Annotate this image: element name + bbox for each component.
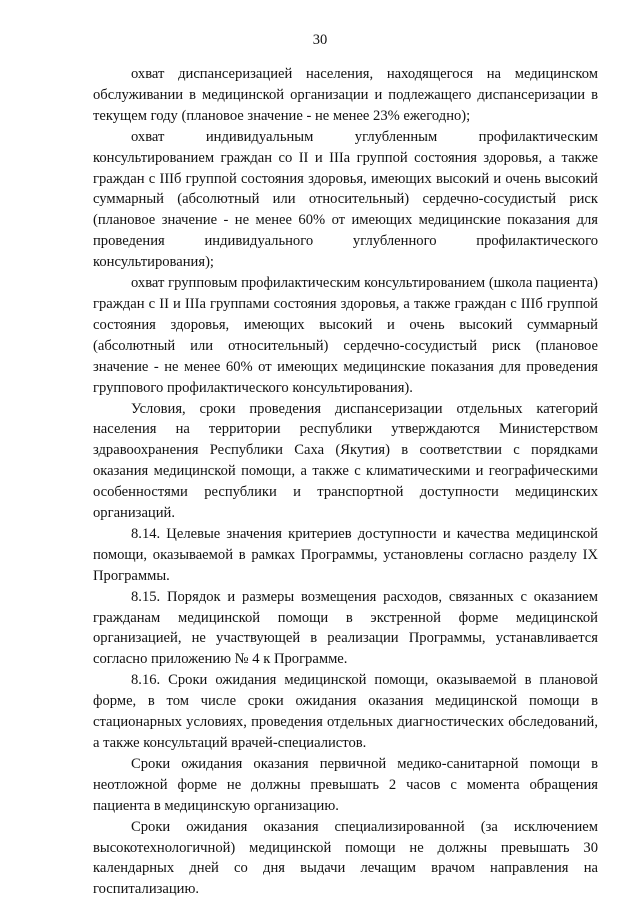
paragraph-primary-care-wait: Сроки ожидания оказания первичной медико-санитарной помощи в неотложной форме не должны превышать 2 часов с момента обращения пациента в медицинскую организацию.	[93, 755, 598, 814]
paragraph-dispensary-coverage: охват диспансеризацией населения, находящегося на медицинском обслуживании в медицинской организации и подлежащего диспансеризации в текущем году (плановое значение - не менее 23% ежегодно);	[93, 66, 598, 124]
paragraph-8-14: 8.14. Целевые значения критериев доступности и качества медицинской помощи, оказываемой в рамках Программы, установлены согласно разделу IX Программы.	[93, 525, 598, 584]
paragraph-8-16: 8.16. Сроки ожидания медицинской помощи, оказываемой в плановой форме, в том числе сроки ожидания оказания медицинской помощи в стационарных условиях, проведения отдельных диагностических обследований, а также консультаций врачей-специалистов.	[93, 672, 598, 751]
paragraph-individual-counseling: охват индивидуальным углубленным профилактическим консультированием граждан со II и IIIа группой состояния здоровья, а также граждан с IIIб группой состояния здоровья, имеющих высокий и очень высокий суммарный (абсолютный или относительный) сердечно-сосудистый риск (плановое значение - не менее 60% от имеющих медицинские показания для проведения индивидуального углубленного профилактического консультирования);	[93, 128, 598, 271]
paragraph-specialized-care-wait: Сроки ожидания оказания специализированной (за исключением высокотехнологичной) медицинской помощи не должны превышать 30 календарных дней со дня выдачи лечащим врачом направления на госпитализацию.	[93, 818, 598, 898]
paragraph-dispensary-conditions: Условия, сроки проведения диспансеризации отдельных категорий населения на территории республики утверждаются Министерством здравоохранения Республики Саха (Якутия) в соответствии с порядками оказания медицинской помощи, а также с климатическими и географическими особенностями республики и транспортной доступности медицинских организаций.	[93, 400, 598, 522]
paragraph-group-counseling: охват групповым профилактическим консультированием (школа пациента) граждан с II и IIIа группами состояния здоровья, а также граждан с IIIб группой состояния здоровья, имеющих высокий и очень высокий суммарный (абсолютный или относительный) сердечно-сосудистый риск (плановое значение - не менее 60% от имеющих медицинские показания для проведения группового профилактического консультирования).	[93, 275, 598, 396]
document-body	[93, 64, 598, 900]
paragraph-8-15: 8.15. Порядок и размеры возмещения расходов, связанных с оказанием гражданам медицинской помощи в экстренной форме медицинской организацией, не участвующей в реализации Программы, устанавливается согласно приложению № 4 к Программе.	[93, 588, 598, 668]
page-number: 30	[312, 32, 328, 48]
